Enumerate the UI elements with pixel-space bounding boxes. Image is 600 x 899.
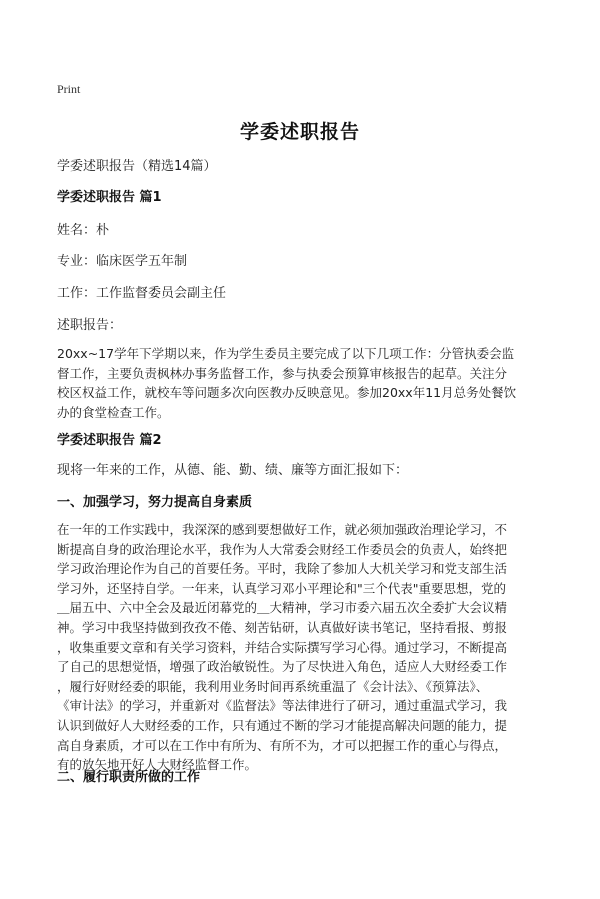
section1-paragraph [57,344,547,422]
section1-heading: 学委述职报告 篇1 [57,190,162,205]
subheading-study: 一、加强学习，努力提高自身素质 [57,495,253,510]
subheading-duties: 二、履行职责所做的工作 [57,770,201,785]
paragraph-line: 断提高自身的政治理论水平，我作为人大常委会财经工作委员会的负责人，始终把 [57,541,508,557]
print-label: Print [57,82,81,96]
document-subtitle: 学委述职报告（精选14篇） [57,159,217,174]
job-field-text: 工作：工作监督委员会副主任 [57,286,227,301]
paragraph-line: 督工作，主要负责枫林办事务监督工作，参与执委会预算审核报告的起草。关注分 [57,365,508,381]
paragraph-line: 学习外，还坚持自学。一年来，认真学习邓小平理论和"三个代表"重要思想，党的 [57,580,507,596]
paragraph-line: 在一年的工作实践中，我深深的感到要想做好工作，就必须加强政治理论学习，不 [57,522,508,537]
paragraph-line: ，收集重要文章和有关学习资料，并结合实际撰写学习心得。通过学习，不断提高 [57,639,508,655]
paragraph-line: 20xx~17学年下学期以来，作为学生委员主要完成了以下几项工作：分管执委会监 [57,346,515,361]
paragraph-line: 办的食堂检查工作。 [57,404,170,420]
paragraph-line: ，履行好财经委的职能，我利用业务时间再系统重温了《会计法》、《预算法》、 [57,678,489,694]
paragraph-line: 学习政治理论作为自己的首要任务。平时，我除了参加人大机关学习和党支部生活 [57,561,508,577]
section2-paragraph [57,520,547,775]
major-field-text: 专业：临床医学五年制 [57,254,188,269]
paragraph-line: 认识到做好人大财经委的工作，只有通过不断的学习才能提高解决问题的能力，提 [57,717,508,733]
paragraph-line: 了自己的思想觉悟，增强了政治敏锐性。为了尽快进入角色，适应人大财经委工作 [57,659,508,675]
paragraph-line: 《审计法》的学习，并重新对《监督法》等法律进行了研习，通过重温式学习，我 [57,698,508,714]
section2-intro: 现将一年来的工作，从德、能、勤、绩、廉等方面汇报如下： [57,463,409,478]
name-field-text: 姓名：朴 [57,223,110,238]
paragraph-line: 神。学习中我坚持做到孜孜不倦、刻苦钻研，认真做好读书笔记，坚持看报、剪报 [57,619,508,635]
paragraph-line: 高自身素质，才可以在工作中有所为、有所不为，才可以把握工作的重心与得点， [57,737,508,753]
report-label: 述职报告： [57,318,123,333]
paragraph-line: ＿届五中、六中全会及最近闭幕党的＿大精神，学习市委六届五次全委扩大会议精 [57,600,508,616]
paragraph-line: 校区权益工作，就校车等问题多次向医教办反映意见。参加20xx年11月总务处餐饮 [57,385,517,401]
paragraph-line: 有的放矢地开好人大财经监督工作。 [57,757,258,773]
section2-heading: 学委述职报告 篇2 [57,433,162,448]
page-title: 学委述职报告 [239,121,360,143]
